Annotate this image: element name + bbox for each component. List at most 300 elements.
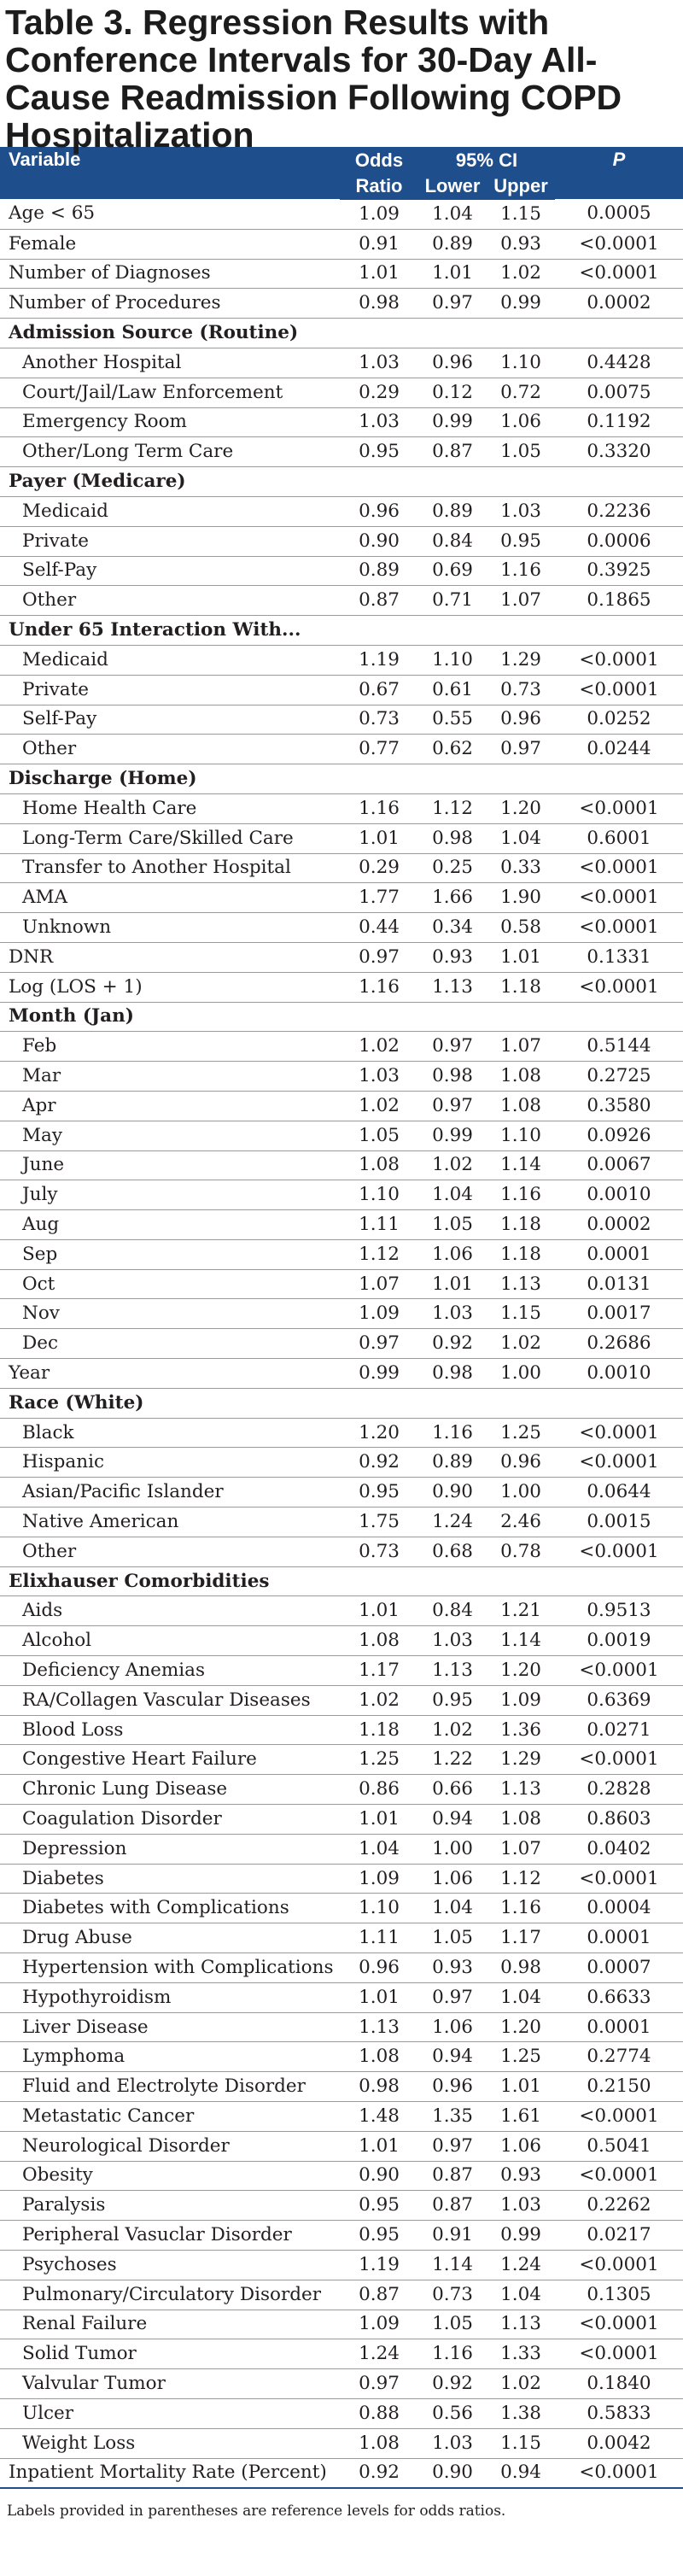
cell-variable: Blood Loss	[0, 1715, 340, 1745]
cell-variable: Transfer to Another Hospital	[0, 853, 340, 883]
cell-variable: Pulmonary/Circulatory Disorder	[0, 2280, 340, 2310]
cell-odds-ratio: 1.10	[340, 1180, 418, 1210]
cell-variable: Weight Loss	[0, 2428, 340, 2458]
table-row	[0, 2428, 683, 2458]
cell-variable: Drug Abuse	[0, 1923, 340, 1953]
cell-odds-ratio: 1.03	[340, 407, 418, 437]
cell-p-value: <0.0001	[555, 2458, 683, 2488]
cell-p-value: <0.0001	[555, 2250, 683, 2280]
cell-variable: Solid Tumor	[0, 2339, 340, 2369]
table-row	[0, 259, 683, 289]
cell-ci-lower: 1.24	[418, 1508, 487, 1537]
cell-p-value: 0.0010	[555, 1359, 683, 1389]
cell-p-value: 0.6369	[555, 1685, 683, 1715]
cell-odds-ratio: 0.29	[340, 853, 418, 883]
cell-variable: Other	[0, 586, 340, 616]
cell-p-value: 0.9513	[555, 1596, 683, 1626]
table-row	[0, 1923, 683, 1953]
table-row	[0, 2280, 683, 2310]
cell-odds-ratio: 0.73	[340, 1537, 418, 1566]
cell-ci-upper: 0.78	[487, 1537, 555, 1566]
cell-ci-upper: 1.01	[487, 942, 555, 972]
cell-ci-lower: 0.66	[418, 1775, 487, 1805]
cell-odds-ratio: 0.86	[340, 1775, 418, 1805]
cell-p-value: 0.2828	[555, 1775, 683, 1805]
cell-p-value: 0.0002	[555, 1210, 683, 1240]
cell-odds-ratio: 0.90	[340, 2161, 418, 2191]
cell-p-value: 0.0004	[555, 1894, 683, 1923]
cell-p-value: 0.0217	[555, 2221, 683, 2251]
table-row	[0, 1745, 683, 1775]
cell-ci-upper: 1.13	[487, 2310, 555, 2339]
cell-variable: Log (LOS + 1)	[0, 972, 340, 1002]
cell-p-value: <0.0001	[555, 2102, 683, 2132]
cell-ci-upper	[487, 764, 555, 794]
cell-ci-lower	[418, 467, 487, 497]
cell-variable: Aug	[0, 1210, 340, 1240]
cell-variable: Diabetes with Complications	[0, 1894, 340, 1923]
cell-odds-ratio	[340, 764, 418, 794]
cell-odds-ratio: 0.44	[340, 913, 418, 943]
cell-variable: Race (White)	[0, 1388, 340, 1418]
cell-odds-ratio: 1.01	[340, 1596, 418, 1626]
cell-ci-lower: 0.73	[418, 2280, 487, 2310]
cell-odds-ratio: 0.73	[340, 705, 418, 735]
cell-ci-lower: 1.02	[418, 1150, 487, 1180]
cell-p-value: <0.0001	[555, 2310, 683, 2339]
cell-variable: Valvular Tumor	[0, 2369, 340, 2399]
cell-odds-ratio: 1.07	[340, 1269, 418, 1299]
cell-variable: Metastatic Cancer	[0, 2102, 340, 2132]
cell-ci-upper: 1.04	[487, 2280, 555, 2310]
cell-odds-ratio: 1.01	[340, 823, 418, 853]
table-row	[0, 1537, 683, 1566]
table-row	[0, 1715, 683, 1745]
cell-ci-lower: 1.05	[418, 2310, 487, 2339]
cell-ci-lower: 0.97	[418, 1091, 487, 1121]
cell-ci-lower	[418, 1566, 487, 1596]
table-row	[0, 1448, 683, 1478]
cell-ci-lower: 0.56	[418, 2398, 487, 2428]
cell-variable: Paralysis	[0, 2191, 340, 2221]
cell-odds-ratio: 1.10	[340, 1894, 418, 1923]
cell-ci-lower: 0.12	[418, 378, 487, 407]
cell-ci-upper: 1.36	[487, 1715, 555, 1745]
cell-ci-upper	[487, 1002, 555, 1032]
table-row	[0, 2250, 683, 2280]
cell-odds-ratio	[340, 467, 418, 497]
table-group-row	[0, 319, 683, 348]
cell-ci-lower: 0.97	[418, 289, 487, 319]
cell-ci-lower: 1.01	[418, 1269, 487, 1299]
table-group-row	[0, 1388, 683, 1418]
cell-odds-ratio: 0.95	[340, 437, 418, 467]
table-row	[0, 913, 683, 943]
cell-ci-lower: 0.55	[418, 705, 487, 735]
cell-p-value: 0.2725	[555, 1062, 683, 1092]
header-ratio: Ratio	[340, 173, 418, 199]
table-row	[0, 2310, 683, 2339]
cell-odds-ratio: 1.20	[340, 1418, 418, 1448]
cell-odds-ratio: 1.01	[340, 259, 418, 289]
cell-ci-upper: 1.18	[487, 1210, 555, 1240]
table-row	[0, 1091, 683, 1121]
table-row	[0, 1478, 683, 1508]
cell-odds-ratio: 1.05	[340, 1121, 418, 1150]
cell-ci-upper: 1.24	[487, 2250, 555, 2280]
cell-odds-ratio: 1.02	[340, 1091, 418, 1121]
cell-ci-lower	[418, 1002, 487, 1032]
cell-variable: Under 65 Interaction With...	[0, 616, 340, 646]
cell-variable: Hypertension with Complications	[0, 1953, 340, 1983]
cell-p-value: 0.1305	[555, 2280, 683, 2310]
cell-odds-ratio: 1.02	[340, 1685, 418, 1715]
cell-ci-lower: 0.94	[418, 2042, 487, 2072]
cell-ci-upper: 0.33	[487, 853, 555, 883]
table-row	[0, 972, 683, 1002]
cell-ci-lower: 1.13	[418, 972, 487, 1002]
cell-odds-ratio: 1.24	[340, 2339, 418, 2369]
cell-p-value: 0.0402	[555, 1834, 683, 1864]
cell-ci-upper: 1.12	[487, 1864, 555, 1894]
cell-p-value: 0.0001	[555, 1239, 683, 1269]
table-row	[0, 2042, 683, 2072]
table-row	[0, 2369, 683, 2399]
cell-odds-ratio: 0.96	[340, 1953, 418, 1983]
cell-odds-ratio: 0.92	[340, 2458, 418, 2488]
cell-p-value: 0.0017	[555, 1299, 683, 1329]
cell-ci-upper	[487, 1566, 555, 1596]
cell-ci-lower: 0.90	[418, 2458, 487, 2488]
cell-p-value: 0.0007	[555, 1953, 683, 1983]
cell-p-value: <0.0001	[555, 1537, 683, 1566]
cell-variable: Age < 65	[0, 199, 340, 229]
cell-variable: Payer (Medicare)	[0, 467, 340, 497]
cell-ci-lower: 0.93	[418, 942, 487, 972]
cell-ci-lower: 0.89	[418, 1448, 487, 1478]
cell-variable: Dec	[0, 1329, 340, 1359]
cell-ci-upper: 0.97	[487, 735, 555, 764]
table-row	[0, 1834, 683, 1864]
cell-ci-upper: 1.90	[487, 883, 555, 913]
cell-ci-lower: 0.95	[418, 1685, 487, 1715]
cell-p-value: 0.0067	[555, 1150, 683, 1180]
cell-odds-ratio: 1.25	[340, 1745, 418, 1775]
table-row	[0, 1982, 683, 2012]
table-row	[0, 556, 683, 586]
cell-odds-ratio: 1.18	[340, 1715, 418, 1745]
cell-p-value: 0.5041	[555, 2131, 683, 2161]
cell-p-value: <0.0001	[555, 229, 683, 259]
cell-variable: Liver Disease	[0, 2012, 340, 2042]
cell-variable: July	[0, 1180, 340, 1210]
cell-odds-ratio: 1.75	[340, 1508, 418, 1537]
cell-ci-upper: 0.73	[487, 675, 555, 705]
cell-odds-ratio: 1.01	[340, 1805, 418, 1835]
cell-odds-ratio	[340, 1002, 418, 1032]
cell-ci-lower: 1.22	[418, 1745, 487, 1775]
cell-p-value: <0.0001	[555, 853, 683, 883]
cell-variable: Hypothyroidism	[0, 1982, 340, 2012]
cell-p-value: <0.0001	[555, 883, 683, 913]
cell-odds-ratio: 1.13	[340, 2012, 418, 2042]
cell-ci-upper: 1.02	[487, 1329, 555, 1359]
cell-p-value: 0.0644	[555, 1478, 683, 1508]
cell-p-value: 0.2150	[555, 2072, 683, 2102]
cell-variable: Nov	[0, 1299, 340, 1329]
cell-ci-lower: 1.03	[418, 2428, 487, 2458]
cell-ci-upper: 1.20	[487, 2012, 555, 2042]
cell-variable: Other/Long Term Care	[0, 437, 340, 467]
cell-p-value: <0.0001	[555, 1864, 683, 1894]
cell-p-value: 0.2686	[555, 1329, 683, 1359]
cell-odds-ratio: 1.16	[340, 972, 418, 1002]
cell-p-value: 0.0015	[555, 1508, 683, 1537]
cell-p-value	[555, 764, 683, 794]
table-group-row	[0, 467, 683, 497]
table-row	[0, 645, 683, 675]
cell-ci-upper: 1.20	[487, 1656, 555, 1686]
cell-odds-ratio: 1.09	[340, 1864, 418, 1894]
table-row	[0, 229, 683, 259]
cell-ci-upper: 1.06	[487, 2131, 555, 2161]
cell-ci-upper: 1.25	[487, 1418, 555, 1448]
cell-p-value: 0.1331	[555, 942, 683, 972]
table-row	[0, 1210, 683, 1240]
cell-p-value: <0.0001	[555, 1745, 683, 1775]
cell-ci-lower: 1.02	[418, 1715, 487, 1745]
cell-odds-ratio: 0.95	[340, 2221, 418, 2251]
cell-ci-upper: 1.06	[487, 407, 555, 437]
cell-odds-ratio: 0.98	[340, 289, 418, 319]
cell-ci-lower: 0.84	[418, 1596, 487, 1626]
cell-ci-lower: 0.96	[418, 2072, 487, 2102]
cell-ci-upper: 1.07	[487, 1032, 555, 1062]
cell-ci-upper: 1.29	[487, 1745, 555, 1775]
table-row	[0, 496, 683, 526]
table-row	[0, 735, 683, 764]
table-row	[0, 2102, 683, 2132]
cell-ci-lower: 0.92	[418, 1329, 487, 1359]
cell-odds-ratio: 1.17	[340, 1656, 418, 1686]
cell-ci-upper: 1.13	[487, 1775, 555, 1805]
cell-odds-ratio: 1.08	[340, 1626, 418, 1656]
header-p: P	[555, 147, 683, 199]
cell-variable: Feb	[0, 1032, 340, 1062]
cell-p-value	[555, 1388, 683, 1418]
cell-variable: Fluid and Electrolyte Disorder	[0, 2072, 340, 2102]
table-row	[0, 2221, 683, 2251]
cell-p-value: 0.6001	[555, 823, 683, 853]
cell-ci-lower: 1.16	[418, 2339, 487, 2369]
cell-ci-upper: 0.99	[487, 2221, 555, 2251]
cell-variable: Other	[0, 1537, 340, 1566]
cell-ci-upper: 1.01	[487, 2072, 555, 2102]
cell-ci-lower: 0.89	[418, 496, 487, 526]
cell-variable: Private	[0, 675, 340, 705]
cell-ci-lower: 0.87	[418, 2161, 487, 2191]
cell-ci-upper: 1.07	[487, 586, 555, 616]
table-row	[0, 199, 683, 229]
cell-variable: Medicaid	[0, 645, 340, 675]
cell-variable: DNR	[0, 942, 340, 972]
header-odds: Odds	[340, 147, 418, 173]
cell-ci-lower: 1.10	[418, 645, 487, 675]
cell-ci-upper: 1.20	[487, 793, 555, 823]
cell-ci-upper: 1.00	[487, 1478, 555, 1508]
cell-variable: Number of Diagnoses	[0, 259, 340, 289]
cell-p-value: 0.0006	[555, 526, 683, 556]
table-group-row	[0, 616, 683, 646]
cell-ci-lower: 1.06	[418, 1239, 487, 1269]
table-row	[0, 1150, 683, 1180]
cell-odds-ratio: 1.03	[340, 348, 418, 378]
cell-p-value: 0.8603	[555, 1805, 683, 1835]
cell-ci-lower: 1.06	[418, 2012, 487, 2042]
cell-variable: Alcohol	[0, 1626, 340, 1656]
cell-ci-upper: 1.08	[487, 1062, 555, 1092]
cell-variable: Admission Source (Routine)	[0, 319, 340, 348]
cell-odds-ratio: 0.87	[340, 2280, 418, 2310]
cell-odds-ratio: 1.19	[340, 645, 418, 675]
cell-odds-ratio: 0.92	[340, 1448, 418, 1478]
cell-ci-upper: 0.58	[487, 913, 555, 943]
cell-variable: Asian/Pacific Islander	[0, 1478, 340, 1508]
cell-p-value: <0.0001	[555, 2161, 683, 2191]
regression-table	[0, 147, 683, 2489]
cell-variable: Discharge (Home)	[0, 764, 340, 794]
cell-ci-lower: 1.00	[418, 1834, 487, 1864]
cell-p-value: 0.0042	[555, 2428, 683, 2458]
cell-odds-ratio: 0.95	[340, 2191, 418, 2221]
table-row	[0, 1121, 683, 1150]
cell-ci-upper: 1.04	[487, 1982, 555, 2012]
cell-ci-upper: 1.38	[487, 2398, 555, 2428]
table-row	[0, 823, 683, 853]
cell-variable: Hispanic	[0, 1448, 340, 1478]
cell-ci-upper: 1.25	[487, 2042, 555, 2072]
cell-odds-ratio: 0.96	[340, 496, 418, 526]
cell-ci-lower: 0.84	[418, 526, 487, 556]
cell-odds-ratio: 1.08	[340, 2428, 418, 2458]
cell-ci-lower: 0.62	[418, 735, 487, 764]
cell-ci-upper: 1.61	[487, 2102, 555, 2132]
cell-variable: Number of Procedures	[0, 289, 340, 319]
cell-odds-ratio: 1.03	[340, 1062, 418, 1092]
table-row	[0, 1805, 683, 1835]
cell-odds-ratio: 0.98	[340, 2072, 418, 2102]
cell-ci-lower: 0.69	[418, 556, 487, 586]
table-row	[0, 2072, 683, 2102]
table-row	[0, 1894, 683, 1923]
cell-ci-upper: 1.15	[487, 1299, 555, 1329]
cell-ci-upper	[487, 1388, 555, 1418]
cell-p-value: 0.3320	[555, 437, 683, 467]
cell-p-value: 0.5833	[555, 2398, 683, 2428]
table-row	[0, 526, 683, 556]
cell-odds-ratio: 0.99	[340, 1359, 418, 1389]
cell-odds-ratio: 1.09	[340, 2310, 418, 2339]
cell-ci-upper: 0.98	[487, 1953, 555, 1983]
cell-ci-lower	[418, 319, 487, 348]
cell-ci-lower: 0.61	[418, 675, 487, 705]
cell-variable: Obesity	[0, 2161, 340, 2191]
table-row	[0, 1239, 683, 1269]
cell-p-value: 0.6633	[555, 1982, 683, 2012]
cell-p-value: 0.0926	[555, 1121, 683, 1150]
cell-ci-lower: 0.97	[418, 2131, 487, 2161]
cell-ci-lower: 0.97	[418, 1982, 487, 2012]
cell-ci-upper: 1.09	[487, 1685, 555, 1715]
cell-variable: Renal Failure	[0, 2310, 340, 2339]
cell-p-value: <0.0001	[555, 259, 683, 289]
cell-variable: Peripheral Vasuclar Disorder	[0, 2221, 340, 2251]
header-ci: 95% CI	[418, 147, 555, 173]
cell-ci-upper: 0.96	[487, 1448, 555, 1478]
table-header	[0, 147, 683, 199]
cell-ci-lower: 0.94	[418, 1805, 487, 1835]
cell-variable: Another Hospital	[0, 348, 340, 378]
cell-p-value: 0.3580	[555, 1091, 683, 1121]
cell-p-value: 0.0271	[555, 1715, 683, 1745]
cell-variable: Unknown	[0, 913, 340, 943]
table-row	[0, 1656, 683, 1686]
cell-variable: Psychoses	[0, 2250, 340, 2280]
cell-variable: Diabetes	[0, 1864, 340, 1894]
cell-ci-upper: 1.04	[487, 823, 555, 853]
cell-odds-ratio: 1.77	[340, 883, 418, 913]
cell-odds-ratio: 0.90	[340, 526, 418, 556]
cell-odds-ratio	[340, 319, 418, 348]
cell-variable: Chronic Lung Disease	[0, 1775, 340, 1805]
cell-variable: Month (Jan)	[0, 1002, 340, 1032]
cell-ci-upper: 1.02	[487, 2369, 555, 2399]
table-row	[0, 1418, 683, 1448]
cell-ci-lower: 0.98	[418, 1359, 487, 1389]
cell-odds-ratio: 1.09	[340, 1299, 418, 1329]
cell-ci-upper: 1.00	[487, 1359, 555, 1389]
header-upper: Upper	[487, 173, 555, 199]
cell-ci-upper: 1.15	[487, 2428, 555, 2458]
cell-p-value: 0.1840	[555, 2369, 683, 2399]
cell-ci-upper: 1.03	[487, 2191, 555, 2221]
cell-variable: Self-Pay	[0, 705, 340, 735]
cell-variable: Other	[0, 735, 340, 764]
cell-variable: Year	[0, 1359, 340, 1389]
cell-ci-upper: 1.13	[487, 1269, 555, 1299]
table-row	[0, 1685, 683, 1715]
table-row	[0, 378, 683, 407]
table-group-row	[0, 1002, 683, 1032]
table-body	[0, 199, 683, 2488]
table-row	[0, 853, 683, 883]
cell-ci-lower: 1.03	[418, 1626, 487, 1656]
cell-variable: Inpatient Mortality Rate (Percent)	[0, 2458, 340, 2488]
cell-ci-lower: 1.04	[418, 199, 487, 229]
cell-ci-upper: 0.94	[487, 2458, 555, 2488]
cell-ci-lower	[418, 1388, 487, 1418]
table-row	[0, 1359, 683, 1389]
cell-p-value: 0.0244	[555, 735, 683, 764]
cell-p-value: 0.3925	[555, 556, 683, 586]
cell-ci-lower: 0.89	[418, 229, 487, 259]
cell-variable: Deficiency Anemias	[0, 1656, 340, 1686]
cell-ci-lower: 1.01	[418, 259, 487, 289]
cell-odds-ratio: 1.08	[340, 2042, 418, 2072]
cell-ci-upper: 1.02	[487, 259, 555, 289]
cell-ci-lower: 0.87	[418, 437, 487, 467]
table-row	[0, 2161, 683, 2191]
